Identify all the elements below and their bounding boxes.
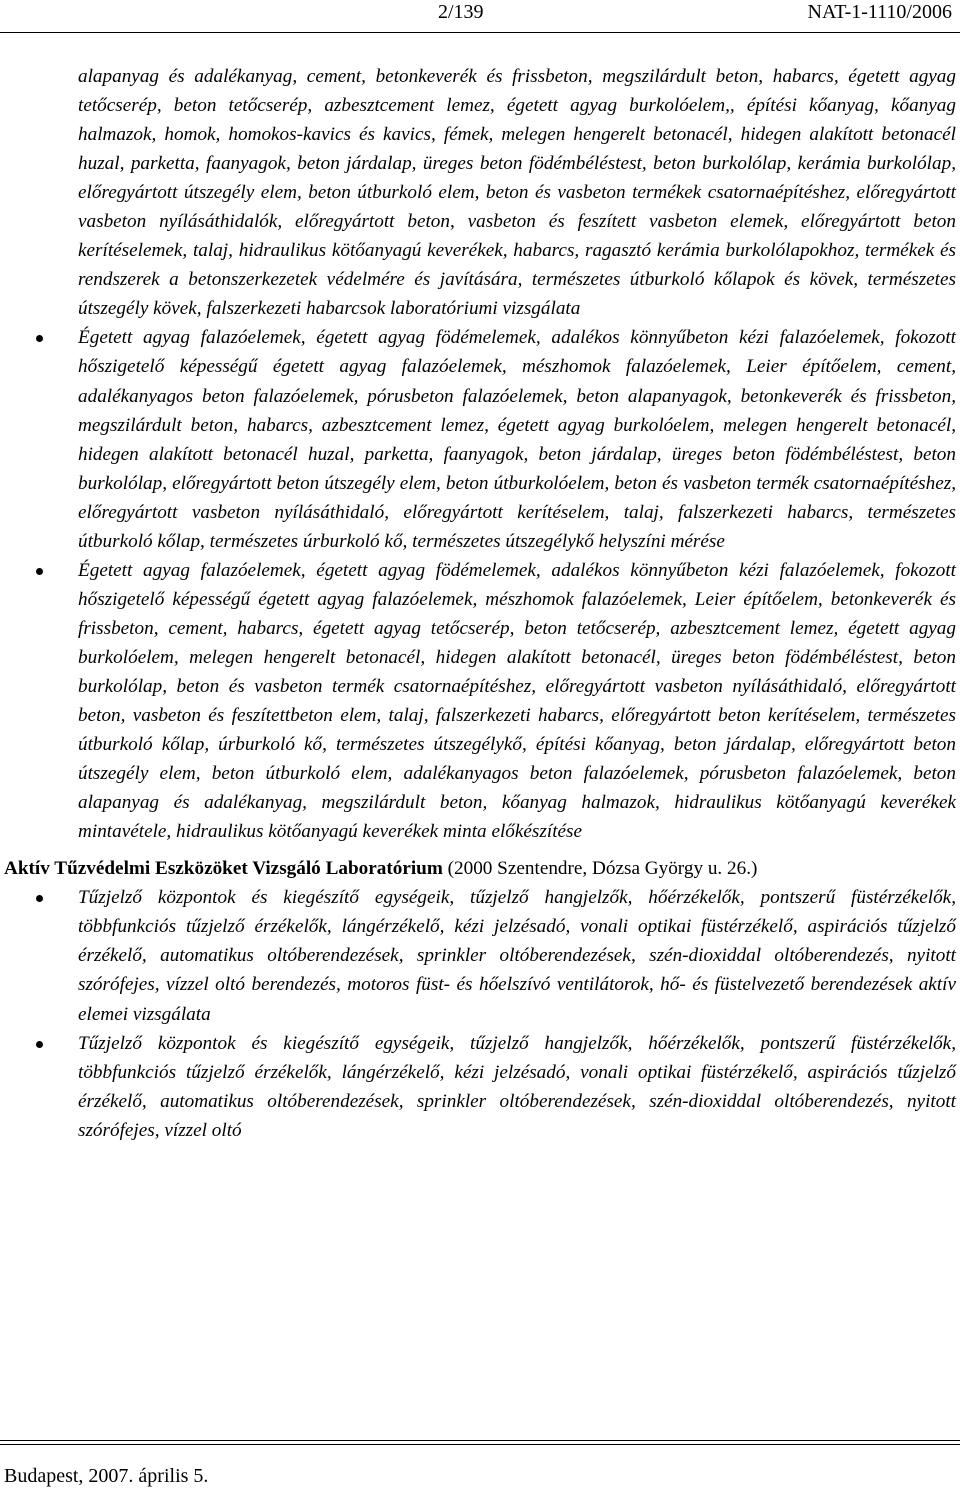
list-item-text: Tűzjelző központok és kiegészítő egységeik, tűzjelző hangjelzők, hőérzékelők, pontszerű füstérzékelők, többfunkciós tűzjelző érzékelők, lángérzékelő, kézi jelzésadó, vonali optikai füstérzékelő, aspirációs tűzjelző érzékelő, automatikus oltóberendezések, sprinkler oltóberendezések, szén-dioxiddal oltóberendezés, nyitott szórófejes, vízzel oltó <box>78 1032 956 1141</box>
document-body <box>0 62 956 1145</box>
header-rule <box>0 32 960 33</box>
list-item-text: Égetett agyag falazóelemek, égetett agyag födémelemek, adalékos könnyűbeton kézi falazóelemek, fokozott hőszigetelő képességű égetett agyag falazóelemek, mészhomok falazóelemek, Leier építőelem, cement, adalékanyagos beton falazóelemek, pórusbeton falazóelemek, beton alapanyagok, betonkeverék és frissbeton, megszilárdult beton, habarcs, azbesztcement lemez, égetett agyag burkolóelem, melegen hengerelt betonacél, hidegen alakított betonacél huzal, parketta, faanyagok, beton járdalap, üreges beton födémbéléstest, beton burkolólap, előregyártott beton útszegély elem, beton útburkolóelem, beton és vasbeton termék csatornaépítéshez, előregyártott vasbeton nyílásáthidaló, előregyártott kerítéselem, talaj, falszerkezeti habarcs, természetes útburkoló kőlap, természetes úrburkoló kő, természetes útszegélykő helyszíni mérése <box>78 327 956 552</box>
footer-rule-secondary <box>0 1444 960 1445</box>
bullet-icon <box>36 1041 43 1048</box>
laboratory-address: (2000 Szentendre, Dózsa György u. 26.) <box>447 858 758 880</box>
footer-rule <box>0 1440 960 1441</box>
continuation-paragraph: alapanyag és adalékanyag, cement, betonkeverék és frissbeton, megszilárdult beton, habarcs, égetett agyag tetőcserép, beton tetőcserép, azbesztcement lemez, égetett agyag burkolóelem,, építési kőanyag, kőanyag halmazok, homok, homokos-kavics és kavics, fémek, melegen hengerelt betonacél, hidegen alakított betonacél huzal, parketta, faanyagok, beton járdalap, üreges beton födémbéléstest, beton burkolólap, kerámia burkolólap, előregyártott útszegély elem, beton útburkoló elem, beton és vasbeton termékek csatornaépítéshez, előregyártott vasbeton nyílásáthidalók, előregyártott beton, vasbeton és feszített vasbeton elemek, előregyártott beton kerítéselemek, talaj, hidraulikus kötőanyagú keverékek, habarcs, ragasztó kerámia burkolólapokhoz, termékek és rendszerek a betonszerkezetek védelmére és javítására, természetes útburkoló kőlapok és kövek, természetes útszegély kövek, falszerkezeti habarcsok laboratóriumi vizsgálata <box>78 66 956 320</box>
list-item <box>0 1029 956 1145</box>
footer-date: Budapest, 2007. április 5. <box>4 1465 209 1487</box>
list-item <box>0 556 956 846</box>
list-item <box>0 323 956 555</box>
laboratory-name: Aktív Tűzvédelmi Eszközöket Vizsgáló Laboratórium <box>4 858 443 880</box>
laboratory-heading <box>0 854 956 883</box>
page-number: 2/139 <box>438 1 484 23</box>
document-id: NAT-1-1110/2006 <box>807 1 952 23</box>
list-item-text: Tűzjelző központok és kiegészítő egységeik, tűzjelző hangjelzők, hőérzékelők, pontszerű füstérzékelők, többfunkciós tűzjelző érzékelők, lángérzékelő, kézi jelzésadó, vonali optikai füstérzékelő, aspirációs tűzjelző érzékelő, automatikus oltóberendezések, sprinkler oltóberendezések, szén-dioxiddal oltóberendezés, nyitott szórófejes, vízzel oltó berendezés, motoros füst- és hőelszívó ventilátorok, hő- és füstelvezető berendezések aktív elemei vizsgálata <box>78 887 956 1025</box>
list-item-text: Égetett agyag falazóelemek, égetett agyag födémelemek, adalékos könnyűbeton kézi falazóelemek, fokozott hőszigetelő képességű égetett agyag falazóelemek, mészhomok falazóelemek, Leier építőelem, betonkeverék és frissbeton, cement, habarcs, égetett agyag tetőcserép, beton tetőcserép, azbesztcement lemez, égetett agyag burkolóelem, melegen hengerelt betonacél, hidegen alakított betonacél, üreges beton födémbéléstest, beton burkolólap, beton és vasbeton termék csatornaépítéshez, előregyártott vasbeton nyílásáthidaló, előregyártott beton, vasbeton és feszítettbeton elem, talaj, falszerkezeti habarcs, előregyártott beton kerítéselem, természetes útburkoló kőlap, úrburkoló kő, természetes útszegélykő, építési kőanyag, beton járdalap, előregyártott beton útszegély elem, beton útburkoló elem, adalékanyagos beton falazóelemek, pórusbeton falazóelemek, beton alapanyag és adalékanyag, megszilárdult beton, kőanyag halmazok, hidraulikus kötőanyagú keverékek mintavétele, hidraulikus kötőanyagú keverékek minta előkészítése <box>78 559 956 843</box>
page-header <box>0 0 960 34</box>
list-item <box>0 883 956 1028</box>
bullet-icon <box>36 568 43 575</box>
